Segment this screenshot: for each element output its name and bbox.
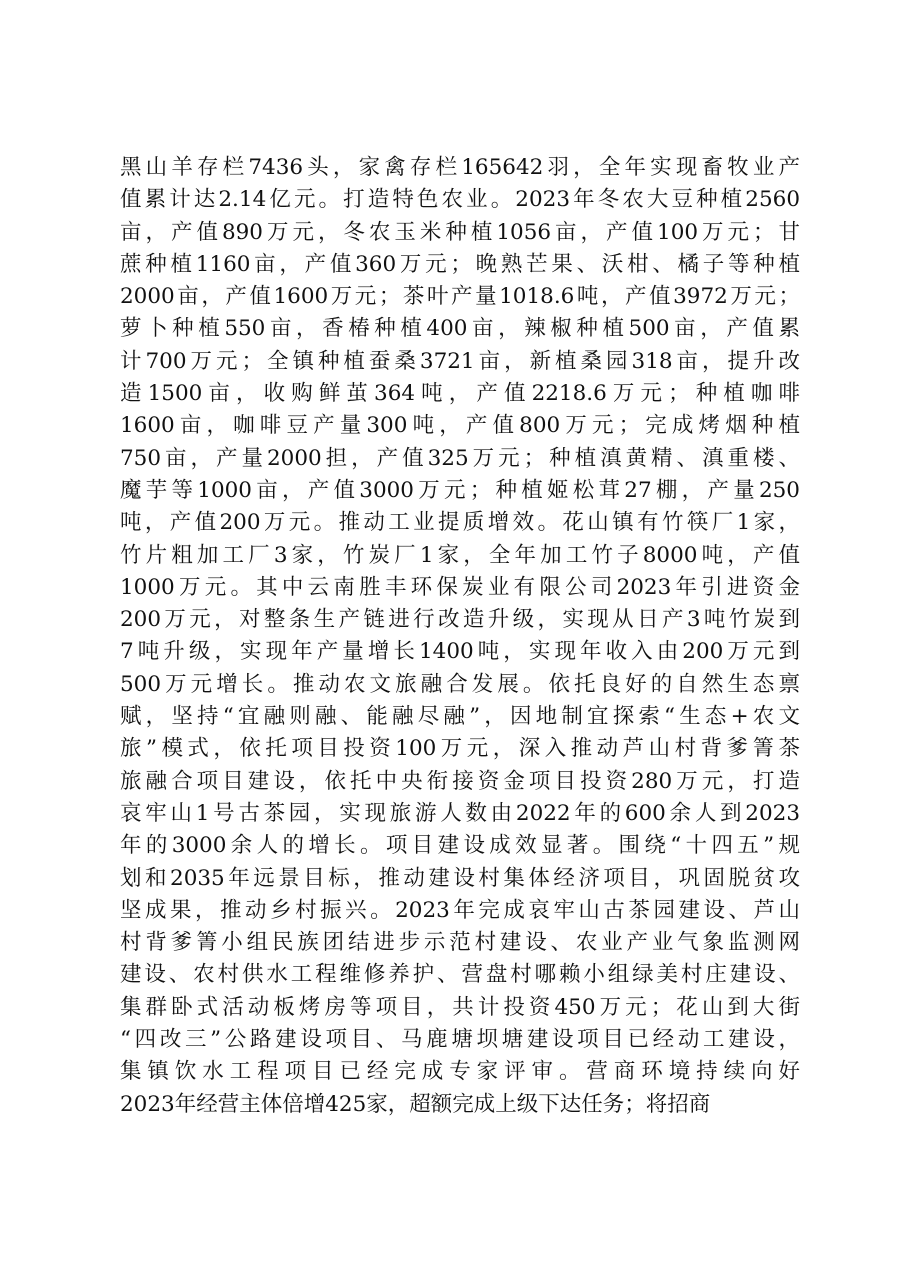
text-line: 划和2035年远景目标，推动建设村集体经济项目，巩固脱贫攻 [120,865,800,891]
text-line: 哀牢山1号古茶园，实现旅游人数由2022年的600余人到2023 [120,800,800,826]
text-line: 建设、农村供水工程维修养护、营盘村哪赖小组绿美村庄建设、 [120,962,800,988]
text-line: 750亩，产量2000担，产值325万元；种植滇黄精、滇重楼、 [120,445,800,471]
text-line: 2023年经营主体倍增425家，超额完成上级下达任务；将招商 [120,1091,711,1117]
text-line: 值累计达2.14亿元。打造特色农业。2023年冬农大豆种植2560 [120,187,800,213]
text-line: 计700万元；全镇种植蚕桑3721亩，新植桑园318亩，提升改 [120,348,800,374]
text-line: 萝卜种植550亩，香椿种植400亩，辣椒种植500亩，产值累 [120,316,800,342]
text-line: 蔗种植1160亩，产值360万元；晚熟芒果、沃柑、橘子等种植 [120,251,800,277]
text-line: 旅”模式，依托项目投资100万元，深入推动芦山村背爹箐茶 [120,736,800,762]
text-line: 魔芋等1000亩，产值3000万元；种植姬松茸27棚，产量250 [120,477,800,503]
text-line: “四改三”公路建设项目、马鹿塘坝塘建设项目已经动工建设， [120,1027,800,1053]
text-line: 500万元增长。推动农文旅融合发展。依托良好的自然生态禀 [120,671,800,697]
text-line: 年的3000余人的增长。项目建设成效显著。围绕“十四五”规 [120,833,800,859]
text-line: 集镇饮水工程项目已经完成专家评审。营商环境持续向好 [120,1059,800,1085]
text-line: 1000万元。其中云南胜丰环保炭业有限公司2023年引进资金 [120,574,800,600]
text-line: 赋，坚持“宜融则融、能融尽融”，因地制宜探索“生态+农文 [120,704,800,730]
text-line: 旅融合项目建设，依托中央衔接资金项目投资280万元，打造 [120,768,800,794]
text-line: 200万元，对整条生产链进行改造升级，实现从日产3吨竹炭到 [120,607,800,633]
text-line: 2000亩，产值1600万元；茶叶产量1018.6吨，产值3972万元； [120,284,800,310]
body-text [120,152,800,1121]
text-line: 造1500亩，收购鲜茧364吨，产值2218.6万元；种植咖啡 [120,381,800,407]
text-line: 集群卧式活动板烤房等项目，共计投资450万元；花山到大街 [120,994,800,1020]
text-line: 1600亩，咖啡豆产量300吨，产值800万元；完成烤烟种植 [120,413,800,439]
text-line: 坚成果，推动乡村振兴。2023年完成哀牢山古茶园建设、芦山 [120,897,800,923]
text-line: 黑山羊存栏7436头，家禽存栏165642羽，全年实现畜牧业产 [120,155,800,180]
text-line: 村背爹箐小组民族团结进步示范村建设、农业产业气象监测网 [120,930,800,956]
text-line: 7吨升级，实现年产量增长1400吨，实现年收入由200万元到 [120,639,800,665]
text-line: 亩，产值890万元，冬农玉米种植1056亩，产值100万元；甘 [120,219,800,245]
text-line: 竹片粗加工厂3家，竹炭厂1家，全年加工竹子8000吨，产值 [120,542,800,568]
text-line: 吨，产值200万元。推动工业提质增效。花山镇有竹筷厂1家， [120,510,800,536]
